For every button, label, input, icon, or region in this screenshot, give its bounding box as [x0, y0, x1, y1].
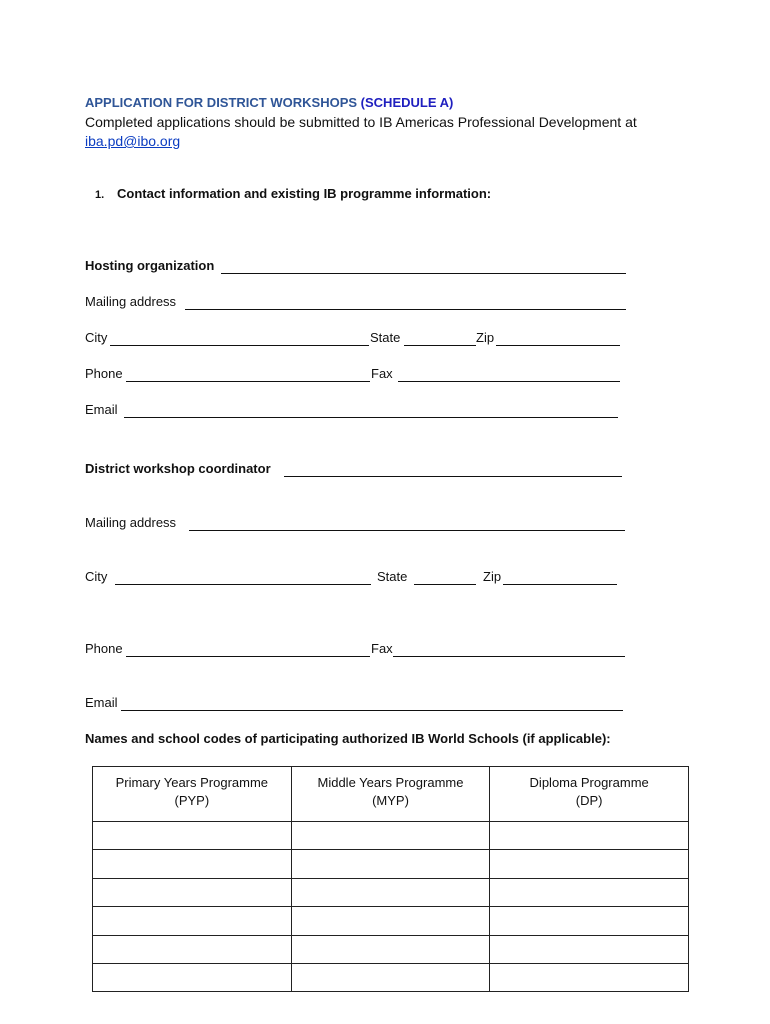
hosting-state-label: State	[370, 330, 401, 345]
title-suffix: (SCHEDULE A)	[360, 95, 454, 110]
coordinator-fax-field[interactable]	[393, 656, 625, 657]
coordinator-mailing-field[interactable]	[189, 530, 625, 531]
section-number: 1.	[95, 189, 105, 201]
table-cell[interactable]	[490, 878, 689, 906]
table-cell[interactable]	[93, 907, 292, 935]
hosting-state-field[interactable]	[404, 345, 476, 346]
section-heading	[95, 186, 491, 201]
column-header-abbr: (DP)	[575, 793, 603, 808]
section-title: Contact information and existing IB programme information:	[117, 186, 492, 201]
hosting-phone-label: Phone	[85, 366, 123, 381]
column-header-name: Diploma Programme	[529, 775, 649, 790]
hosting-email-label: Email	[85, 402, 118, 417]
coordinator-state-field[interactable]	[414, 584, 476, 585]
hosting-email-field[interactable]	[124, 417, 618, 418]
table-cell[interactable]	[291, 907, 490, 935]
table-cell[interactable]	[490, 850, 689, 878]
table-cell[interactable]	[93, 963, 292, 991]
table-cell[interactable]	[490, 822, 689, 850]
page-title	[85, 95, 453, 110]
coordinator-email-label: Email	[85, 695, 118, 710]
coordinator-fax-label: Fax	[371, 641, 393, 656]
table-cell[interactable]	[291, 963, 490, 991]
coordinator-phone-label: Phone	[85, 641, 123, 656]
submission-email-link[interactable]: iba.pd@ibo.org	[85, 133, 181, 149]
column-header-myp	[291, 767, 490, 822]
column-header-dp	[490, 767, 689, 822]
hosting-zip-field[interactable]	[496, 345, 620, 346]
table-cell[interactable]	[93, 935, 292, 963]
hosting-city-field[interactable]	[110, 345, 369, 346]
hosting-city-label: City	[85, 330, 108, 345]
table-cell[interactable]	[490, 907, 689, 935]
hosting-fax-field[interactable]	[398, 381, 620, 382]
column-header-pyp	[93, 767, 292, 822]
column-header-abbr: (PYP)	[174, 793, 210, 808]
table-cell[interactable]	[490, 935, 689, 963]
column-header-name: Primary Years Programme	[115, 775, 269, 790]
coordinator-field[interactable]	[284, 476, 622, 477]
table-row	[93, 935, 689, 963]
table-cell[interactable]	[93, 822, 292, 850]
coordinator-zip-field[interactable]	[503, 584, 617, 585]
schools-heading: Names and school codes of participating authorized IB World Schools (if applicable):	[85, 731, 611, 746]
column-header-name: Middle Years Programme	[317, 775, 464, 790]
coordinator-city-field[interactable]	[115, 584, 371, 585]
table-cell[interactable]	[93, 850, 292, 878]
table-row	[93, 963, 689, 991]
table-cell[interactable]	[93, 878, 292, 906]
hosting-organization-label: Hosting organization	[85, 258, 215, 273]
coordinator-zip-label: Zip	[483, 569, 502, 584]
table-cell[interactable]	[291, 850, 490, 878]
coordinator-label: District workshop coordinator	[85, 461, 271, 476]
coordinator-phone-field[interactable]	[126, 656, 370, 657]
hosting-phone-field[interactable]	[126, 381, 370, 382]
table-row	[93, 850, 689, 878]
table-cell[interactable]	[291, 935, 490, 963]
hosting-zip-label: Zip	[476, 330, 495, 345]
coordinator-state-label: State	[377, 569, 408, 584]
coordinator-email-field[interactable]	[121, 710, 623, 711]
hosting-mailing-field[interactable]	[185, 309, 626, 310]
hosting-mailing-label: Mailing address	[85, 294, 177, 309]
table-cell[interactable]	[291, 822, 490, 850]
table-row	[93, 878, 689, 906]
coordinator-mailing-label: Mailing address	[85, 515, 177, 530]
intro-text: Completed applications should be submitted to IB Americas Professional Development at	[85, 114, 637, 130]
hosting-fax-label: Fax	[371, 366, 393, 381]
schools-table	[92, 766, 689, 992]
table-row	[93, 822, 689, 850]
table-cell[interactable]	[490, 963, 689, 991]
column-header-abbr: (MYP)	[372, 793, 409, 808]
coordinator-city-label: City	[85, 569, 108, 584]
hosting-organization-field[interactable]	[221, 273, 626, 274]
title-text: APPLICATION FOR DISTRICT WORKSHOPS	[85, 95, 358, 110]
table-cell[interactable]	[291, 878, 490, 906]
table-row	[93, 907, 689, 935]
